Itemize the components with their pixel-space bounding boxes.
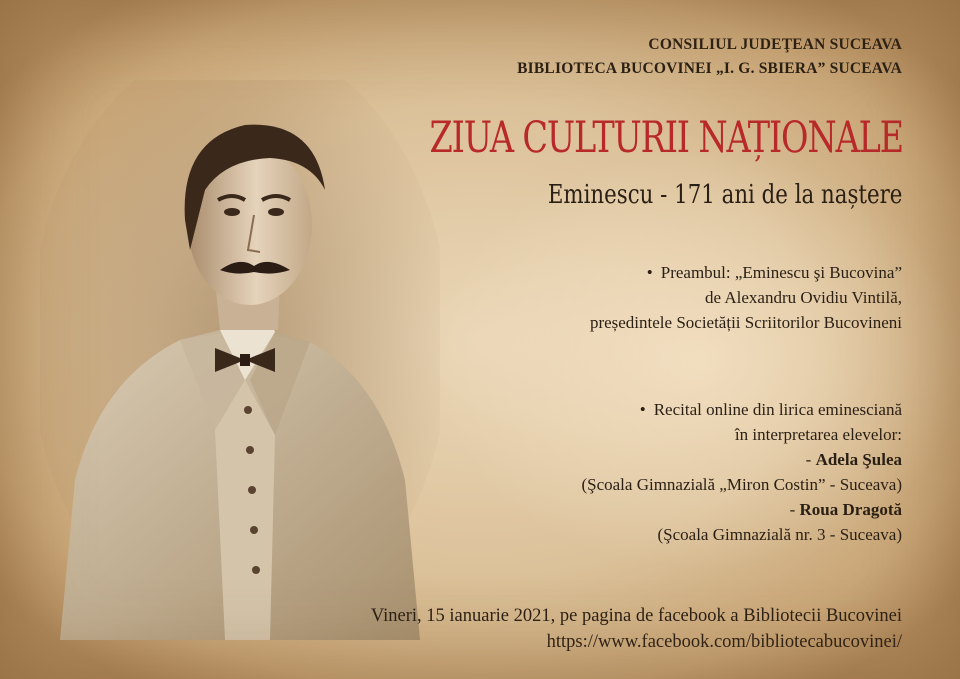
facebook-url[interactable]: https://www.facebook.com/bibliotecabucovinei/ <box>546 632 902 652</box>
institution-line-library: BIBLIOTECA BUCOVINEI „I. G. SBIERA” SUCEAVA <box>517 60 902 77</box>
recital-section <box>581 397 902 547</box>
poster-title: ZIUA CULTURII NAȚIONALE <box>429 113 903 163</box>
performer-school: (Şcoala Gimnazială „Miron Costin” - Suceava) <box>581 475 902 494</box>
performer-school: (Şcoala Gimnazială nr. 3 - Suceava) <box>657 525 902 544</box>
recital-line-2: în interpretarea elevelor: <box>734 425 902 444</box>
portrait-photo <box>40 80 440 640</box>
preamble-line-3: președintele Societății Scriitorilor Bucovineni <box>589 313 902 332</box>
institution-header <box>517 33 902 81</box>
performer-name: Adela Şulea <box>815 450 902 469</box>
performer-dash: - <box>789 500 800 519</box>
bullet-icon: • <box>639 400 646 419</box>
poster-subtitle: Eminescu - 171 ani de la naștere <box>547 180 902 210</box>
performer-name: Roua Dragotă <box>799 500 902 519</box>
event-date-line: Vineri, 15 ianuarie 2021, pe pagina de facebook a Bibliotecii Bucovinei <box>370 606 902 626</box>
bullet-icon: • <box>646 263 653 282</box>
event-footer <box>371 603 902 655</box>
performer-dash: - <box>805 450 816 469</box>
preamble-section <box>590 260 902 335</box>
recital-line-1: Recital online din lirica eminesciană <box>653 400 902 419</box>
institution-line-council: CONSILIUL JUDEŢEAN SUCEAVA <box>648 36 902 53</box>
preamble-line-2: de Alexandru Ovidiu Vintilă, <box>705 288 902 307</box>
preamble-line-1: Preambul: „Eminescu şi Bucovina” <box>660 263 902 282</box>
